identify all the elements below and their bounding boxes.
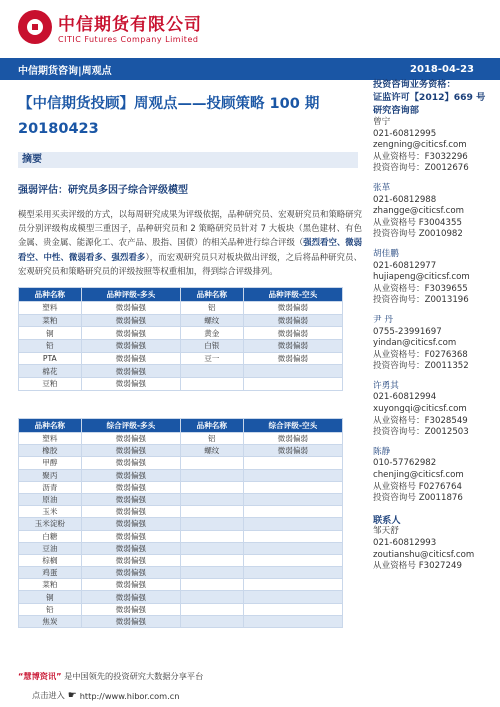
department-name: 研究咨询部 bbox=[373, 105, 419, 116]
table-cell: 铅 bbox=[19, 340, 82, 353]
table-cell bbox=[243, 518, 342, 530]
col-header: 品种评级-空头 bbox=[243, 288, 342, 302]
table-cell: 微弱偏强 bbox=[81, 445, 180, 457]
table-row bbox=[19, 530, 343, 542]
table-cell bbox=[180, 554, 243, 566]
table-cell bbox=[243, 506, 342, 518]
table-row bbox=[19, 542, 343, 554]
analyst-email[interactable]: zhangge@citicsf.com bbox=[373, 206, 465, 217]
footer-url-link[interactable]: http://www.hibor.com.cn bbox=[79, 690, 180, 701]
contact-card bbox=[373, 526, 498, 572]
table-cell: 鸡蛋 bbox=[19, 567, 82, 579]
table-cell: PTA bbox=[19, 352, 82, 365]
col-header: 综合评级-空头 bbox=[243, 419, 342, 433]
col-header: 品种评级-多头 bbox=[81, 288, 180, 302]
table-cell: 微弱偏强 bbox=[81, 591, 180, 603]
table-cell bbox=[243, 542, 342, 554]
analyst-cert: 从业资格号：F0276368 bbox=[373, 349, 468, 360]
table-cell: 玉米淀粉 bbox=[19, 518, 82, 530]
table-cell bbox=[180, 542, 243, 554]
analyst-cert: 从业资格号 F3004355 bbox=[373, 217, 462, 228]
analyst-card bbox=[373, 315, 498, 373]
table-cell: 微弱偏强 bbox=[81, 530, 180, 542]
table-row bbox=[19, 518, 343, 530]
table-cell bbox=[243, 457, 342, 469]
analyst-sidebar bbox=[373, 78, 498, 573]
qualification-title: 投资咨询业务资格： bbox=[373, 79, 456, 90]
table-cell bbox=[243, 530, 342, 542]
contact-title: 联系人 bbox=[373, 514, 401, 526]
table-cell bbox=[180, 506, 243, 518]
table-cell: 微弱偏强 bbox=[81, 579, 180, 591]
table-cell bbox=[243, 469, 342, 481]
table-cell: 微弱偏强 bbox=[81, 469, 180, 481]
table-cell: 菜粕 bbox=[19, 314, 82, 327]
table-cell bbox=[243, 591, 342, 603]
analyst-email[interactable]: yindan@citicsf.com bbox=[373, 338, 457, 349]
company-logo bbox=[18, 10, 202, 44]
table-cell bbox=[180, 567, 243, 579]
table-cell bbox=[180, 579, 243, 591]
table-row bbox=[19, 615, 343, 627]
analyst-phone: 021-60812988 bbox=[373, 194, 437, 205]
analyst-advisory-cert: 投资咨询号：Z0012503 bbox=[373, 427, 469, 438]
table-row bbox=[19, 445, 343, 457]
table-row bbox=[19, 365, 343, 378]
analyst-phone: 021-60812977 bbox=[373, 260, 437, 271]
footer-brand: “慧博资讯” bbox=[18, 671, 62, 681]
para-part-1: 模型采用买卖评级的方式，以每周研究成果为评级依据，品种研究员、宏观研究员和策略研究员分别评级构成模型三重因子，品种研究员和 2 策略研究员针对 7 大板块（黑色建材、有色金属、贵金属、能源化工、农产品、股指、国债）的相关品种进行综合评级（ bbox=[18, 209, 362, 248]
table-cell: 沥青 bbox=[19, 481, 82, 493]
table-cell: 铝 bbox=[180, 302, 243, 315]
table-row bbox=[19, 506, 343, 518]
table-cell bbox=[243, 481, 342, 493]
para-rating-levels: 强烈看空、微弱看空、中性、微弱看多、强烈看多 bbox=[18, 237, 362, 262]
analyst-advisory-cert: 投资咨询号 Z0010982 bbox=[373, 229, 463, 240]
table-cell bbox=[243, 603, 342, 615]
table-cell bbox=[180, 457, 243, 469]
table-cell: 微弱偏弱 bbox=[243, 445, 342, 457]
table-row bbox=[19, 591, 343, 603]
table-cell: 菜粕 bbox=[19, 579, 82, 591]
model-subheading: 强弱评估：研究员多因子综合评级模型 bbox=[18, 185, 188, 196]
table-cell bbox=[180, 469, 243, 481]
analyst-cert: 从业资格号：F3032296 bbox=[373, 151, 468, 162]
table-cell: 微弱偏强 bbox=[81, 518, 180, 530]
table-cell: 铜 bbox=[19, 591, 82, 603]
analyst-cert: 从业资格号：F3028549 bbox=[373, 415, 468, 426]
table-cell bbox=[180, 603, 243, 615]
analyst-name: 尹 丹 bbox=[373, 314, 393, 325]
table-cell: 玉米 bbox=[19, 506, 82, 518]
table-row bbox=[19, 579, 343, 591]
table-row bbox=[19, 469, 343, 481]
table-cell bbox=[180, 591, 243, 603]
table-cell: 微弱偏强 bbox=[81, 352, 180, 365]
table-cell: 微弱偏强 bbox=[81, 615, 180, 627]
table-cell: 铝 bbox=[180, 433, 243, 445]
table-cell: 微弱偏弱 bbox=[243, 352, 342, 365]
table-row bbox=[19, 302, 343, 315]
table-row bbox=[19, 378, 343, 391]
analyst-email[interactable]: chenjing@citicsf.com bbox=[373, 470, 464, 481]
report-title: 【中信期货投顾】周观点——投顾策略 100 期 20180423 bbox=[18, 96, 320, 137]
table-cell: 螺纹 bbox=[180, 445, 243, 457]
table-row bbox=[19, 433, 343, 445]
table-cell: 微弱偏弱 bbox=[243, 327, 342, 340]
table-cell: 微弱偏强 bbox=[81, 457, 180, 469]
table-cell bbox=[243, 615, 342, 627]
analyst-card bbox=[373, 183, 498, 241]
table-cell: 铜 bbox=[19, 327, 82, 340]
table-cell bbox=[180, 530, 243, 542]
table-cell: 棉花 bbox=[19, 365, 82, 378]
analyst-advisory-cert: 投资咨询号：Z0012676 bbox=[373, 163, 469, 174]
abstract-heading: 摘要 bbox=[18, 152, 358, 168]
model-description bbox=[18, 207, 362, 278]
analyst-email[interactable]: hujiapeng@citicsf.com bbox=[373, 272, 470, 283]
table-header-row bbox=[19, 288, 343, 302]
license-number: 证监许可【2012】669 号 bbox=[373, 92, 486, 103]
table-row bbox=[19, 327, 343, 340]
pointing-hand-icon: ☛ bbox=[67, 690, 77, 701]
table-header-row bbox=[19, 419, 343, 433]
table-cell: 微弱偏强 bbox=[81, 365, 180, 378]
table-cell: 微弱偏强 bbox=[81, 493, 180, 505]
analyst-cert: 从业资格号 F0276764 bbox=[373, 481, 462, 492]
analyst-advisory-cert: 投资咨询号 Z0011876 bbox=[373, 493, 463, 504]
table-cell: 微弱偏强 bbox=[81, 567, 180, 579]
footer-link-row bbox=[32, 690, 179, 701]
col-header: 品种名称 bbox=[180, 288, 243, 302]
table-row bbox=[19, 493, 343, 505]
analyst-advisory-cert: 投资咨询号：Z0011352 bbox=[373, 361, 469, 372]
analyst-card bbox=[373, 117, 498, 175]
table-cell: 白糖 bbox=[19, 530, 82, 542]
analyst-card bbox=[373, 447, 498, 505]
brand-name-cn: 中信期货有限公司 bbox=[58, 15, 202, 35]
contact-phone: 021-60812993 bbox=[373, 538, 437, 548]
table-cell: 豆油 bbox=[19, 542, 82, 554]
analyst-name: 陈静 bbox=[373, 446, 391, 457]
table-cell bbox=[180, 518, 243, 530]
table-cell: 铅 bbox=[19, 603, 82, 615]
table-cell: 焦炭 bbox=[19, 615, 82, 627]
table-row bbox=[19, 314, 343, 327]
analyst-name: 许勇其 bbox=[373, 380, 399, 391]
table-cell: 微弱偏强 bbox=[81, 554, 180, 566]
table-cell: 螺纹 bbox=[180, 314, 243, 327]
citic-logo-icon bbox=[18, 10, 52, 44]
analyst-phone: 021-60812995 bbox=[373, 128, 437, 139]
table-cell: 微弱偏强 bbox=[81, 506, 180, 518]
analyst-phone: 021-60812994 bbox=[373, 392, 437, 403]
variety-rating-table bbox=[18, 287, 343, 391]
analyst-card bbox=[373, 249, 498, 307]
table-cell bbox=[243, 579, 342, 591]
col-header: 品种名称 bbox=[180, 419, 243, 433]
analyst-name: 胡佳鹏 bbox=[373, 248, 399, 259]
contact-email[interactable]: zoutianshu@citicsf.com bbox=[373, 549, 475, 560]
table-cell bbox=[243, 554, 342, 566]
col-header: 品种名称 bbox=[19, 288, 82, 302]
table-cell: 聚丙 bbox=[19, 469, 82, 481]
table-row bbox=[19, 567, 343, 579]
table-cell: 白银 bbox=[180, 340, 243, 353]
table-cell: 豆粕 bbox=[19, 378, 82, 391]
table-cell: 微弱偏强 bbox=[81, 302, 180, 315]
footer-text: 是中国领先的投资研究大数据分享平台 bbox=[61, 671, 204, 681]
col-header: 品种名称 bbox=[19, 419, 82, 433]
table-row bbox=[19, 603, 343, 615]
table-cell bbox=[243, 493, 342, 505]
table-cell: 微弱偏强 bbox=[81, 542, 180, 554]
analyst-advisory-cert: 投资咨询号：Z0013196 bbox=[373, 295, 469, 306]
table-cell: 微弱偏弱 bbox=[243, 433, 342, 445]
table-cell: 微弱偏强 bbox=[81, 481, 180, 493]
table-cell: 微弱偏强 bbox=[81, 314, 180, 327]
table-row bbox=[19, 340, 343, 353]
brand-name-en: CITIC Futures Company Limited bbox=[58, 35, 199, 44]
analyst-card bbox=[373, 381, 498, 439]
table-cell: 塑料 bbox=[19, 433, 82, 445]
para-part-3: ），而宏观研究员只对板块做出评级，之后将品种研究员、宏观研究员和策略研究员的评级按照等权重相加，得到综合评级排列。 bbox=[18, 251, 362, 276]
table-cell bbox=[180, 615, 243, 627]
table-row bbox=[19, 554, 343, 566]
table-cell bbox=[243, 365, 342, 378]
contact-cert: 从业资格号 F3027249 bbox=[373, 561, 462, 572]
table-cell: 微弱偏弱 bbox=[243, 340, 342, 353]
table-cell bbox=[243, 567, 342, 579]
report-date: 2018-04-23 bbox=[410, 63, 474, 75]
section-label: 中信期货咨询|周观点 bbox=[18, 65, 112, 77]
table-cell bbox=[180, 493, 243, 505]
table-cell: 棕榈 bbox=[19, 554, 82, 566]
table-cell: 微弱偏强 bbox=[81, 340, 180, 353]
table-row bbox=[19, 457, 343, 469]
analyst-phone: 010-57762982 bbox=[373, 458, 437, 469]
table-cell: 豆一 bbox=[180, 352, 243, 365]
col-header: 综合评级-多头 bbox=[81, 419, 180, 433]
table-cell: 黄金 bbox=[180, 327, 243, 340]
table-cell: 微弱偏强 bbox=[81, 378, 180, 391]
table-cell bbox=[180, 365, 243, 378]
header-bar bbox=[0, 58, 500, 80]
table-cell bbox=[180, 481, 243, 493]
table-cell: 微弱偏弱 bbox=[243, 314, 342, 327]
footer-link-label: 点击进入 bbox=[32, 690, 65, 700]
table-cell: 微弱偏强 bbox=[81, 327, 180, 340]
composite-rating-table bbox=[18, 418, 343, 628]
analyst-cert: 从业资格号：F3039655 bbox=[373, 283, 468, 294]
table-cell: 塑料 bbox=[19, 302, 82, 315]
table-cell bbox=[180, 378, 243, 391]
analyst-phone: 0755-23991697 bbox=[373, 326, 442, 337]
contact-name: 邹天舒 bbox=[373, 526, 399, 537]
table-cell: 甲醇 bbox=[19, 457, 82, 469]
analyst-name: 张革 bbox=[373, 182, 391, 193]
table-cell bbox=[243, 378, 342, 391]
table-cell: 微弱偏强 bbox=[81, 603, 180, 615]
table-row bbox=[19, 481, 343, 493]
table-cell: 原油 bbox=[19, 493, 82, 505]
table-cell: 微弱偏强 bbox=[81, 433, 180, 445]
analyst-email[interactable]: zengning@citicsf.com bbox=[373, 140, 467, 151]
table-cell: 橡胶 bbox=[19, 445, 82, 457]
analyst-name: 曾宁 bbox=[373, 117, 391, 127]
table-cell: 微弱偏弱 bbox=[243, 302, 342, 315]
footer-promo bbox=[18, 671, 203, 682]
analyst-email[interactable]: xuyongqi@citicsf.com bbox=[373, 404, 467, 415]
table-row bbox=[19, 352, 343, 365]
